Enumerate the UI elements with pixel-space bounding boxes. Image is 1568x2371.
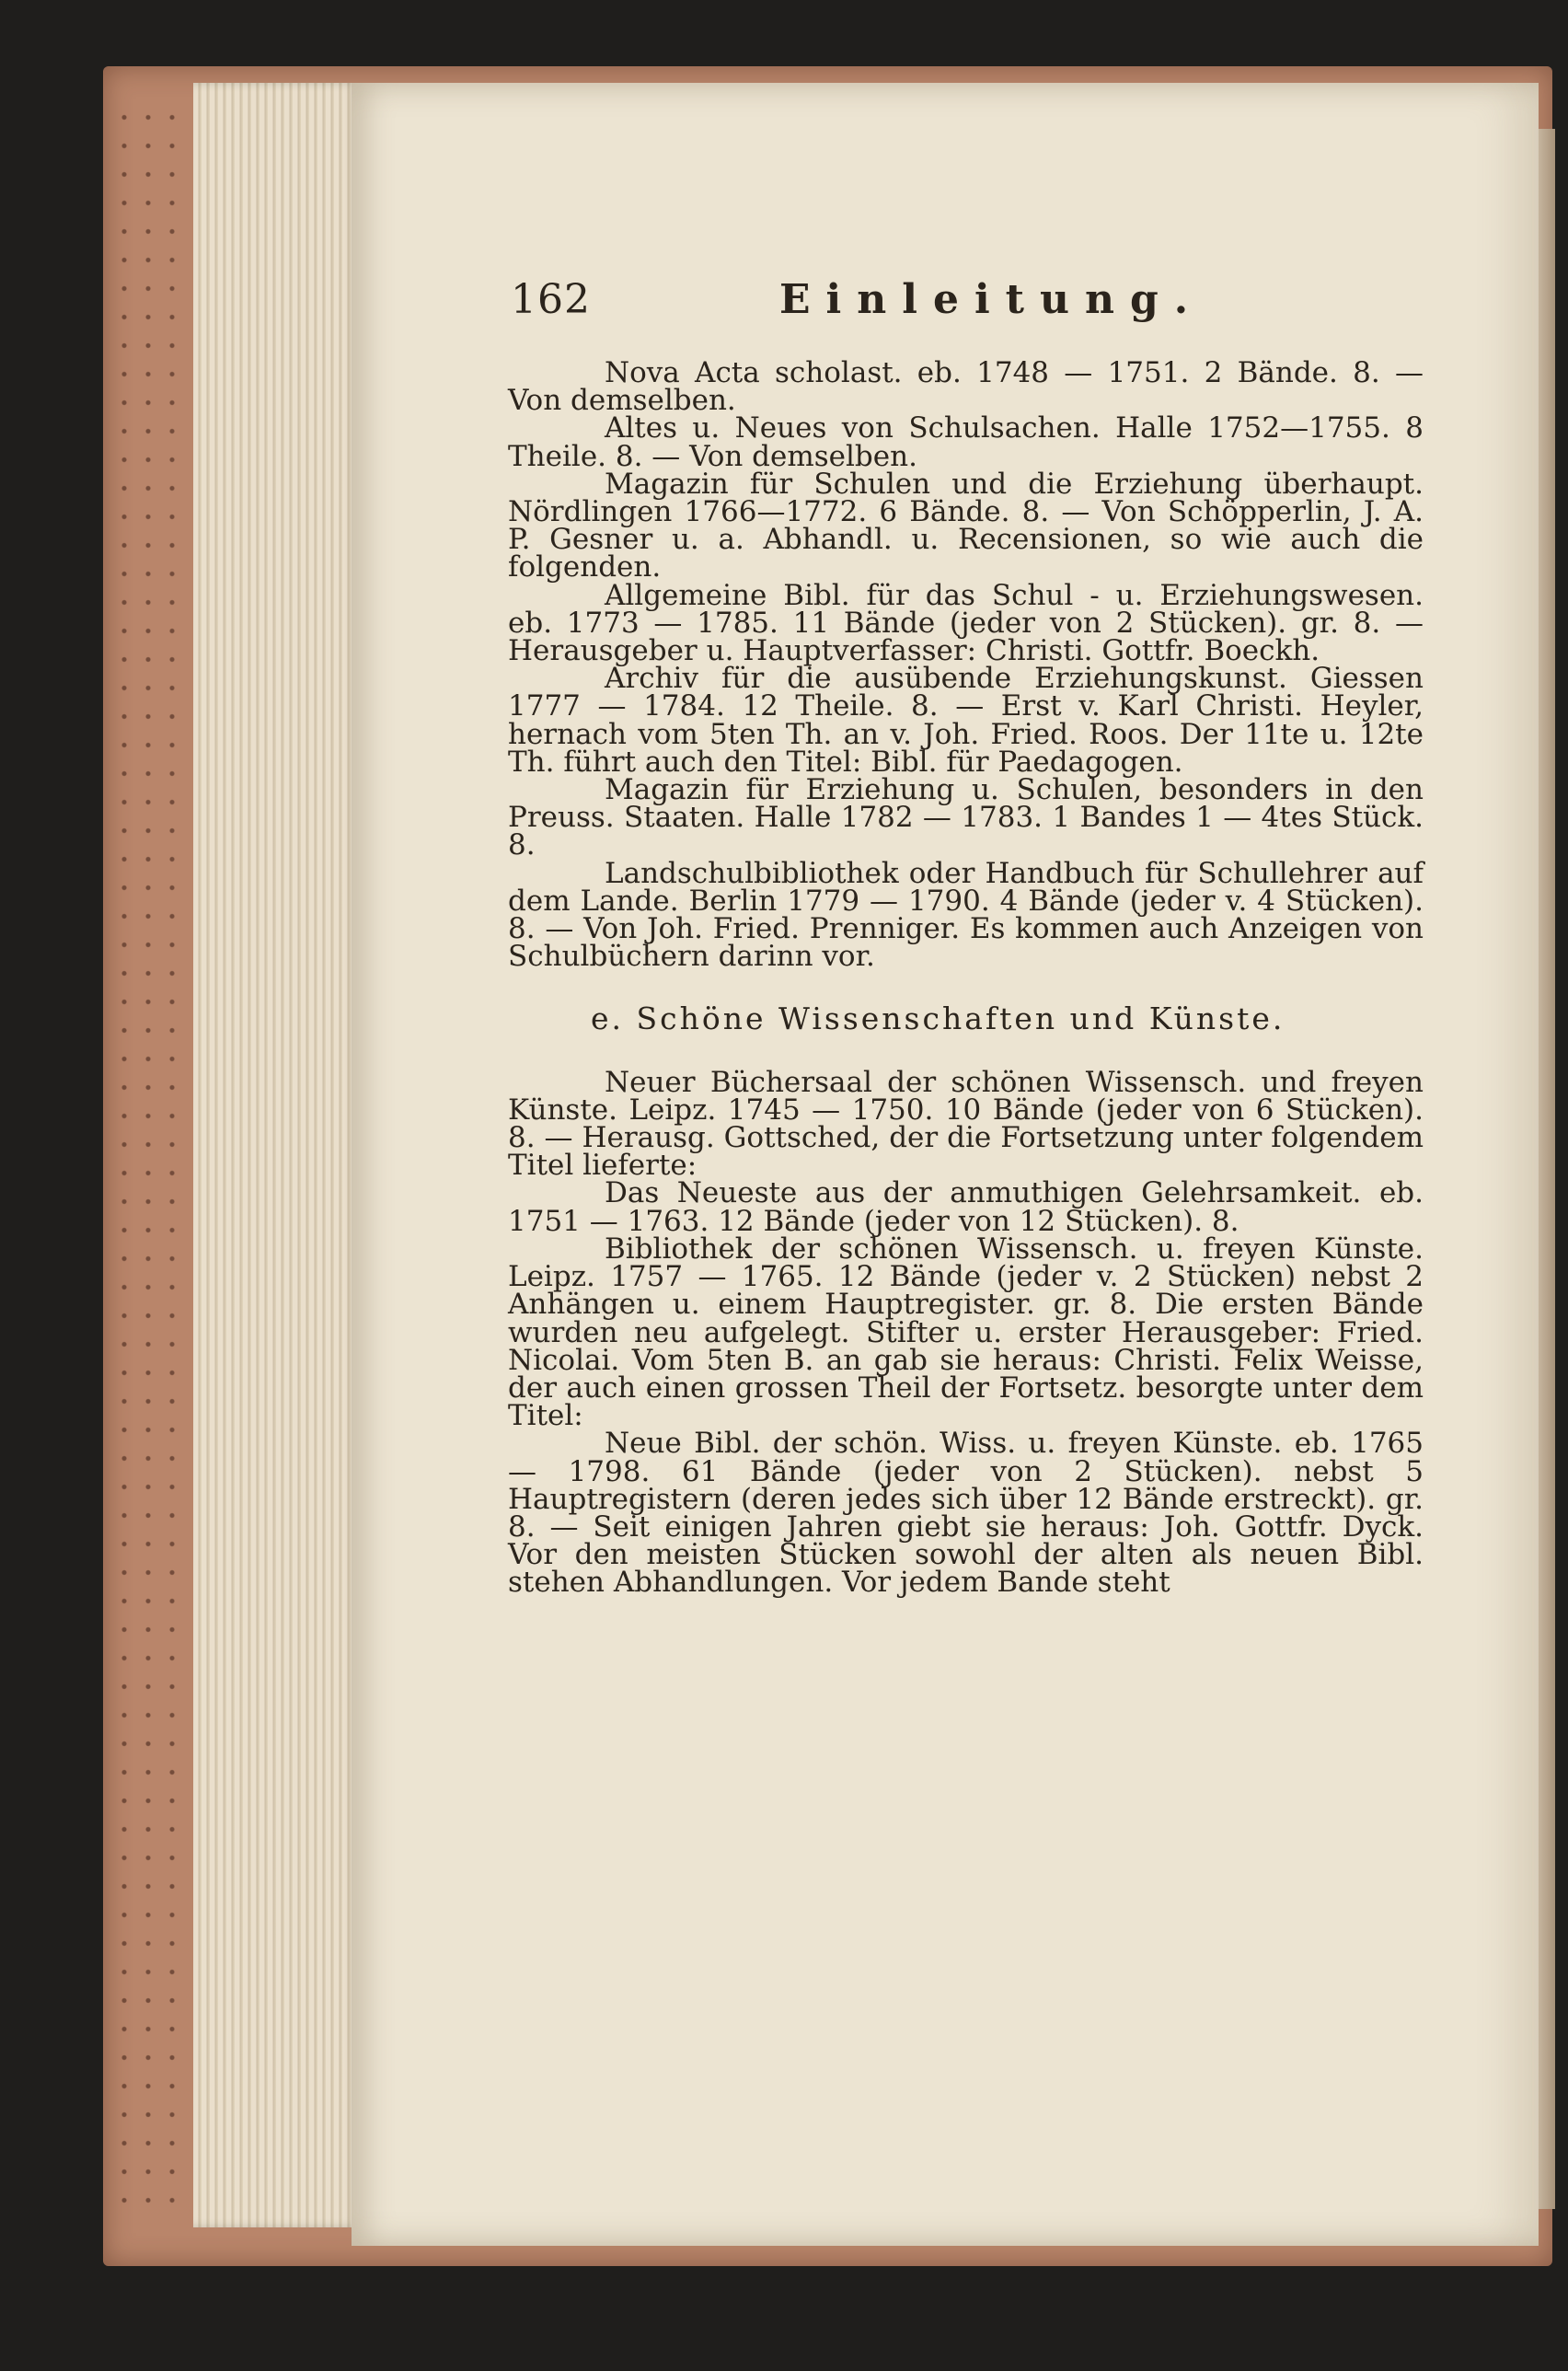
bibliography-entry: Altes u. Neues von Schulsachen. Halle 1752—1755. 8 Theile. 8. — Von demselben. — [508, 411, 1424, 473]
page-number: 162 — [511, 276, 591, 323]
page-header — [511, 276, 1431, 322]
bibliography-entry: Landschulbibliothek oder Handbuch für Schullehrer auf dem Lande. Berlin 1779 — 1790. 4 Bände (jeder v. 4 Stücken). 8. — Von Joh. Fried. Prenniger. Es kommen auch Anzeigen von Schulbüchern darinn vor. — [508, 856, 1424, 974]
bibliography-entry: Neue Bibl. der schön. Wiss. u. freyen Künste. eb. 1765 — 1798. 61 Bände (jeder von 2 Stücken). nebst 5 Hauptregistern (deren jedes sich über 12 Bände erstreckt). gr. 8. — Seit einigen Jahren giebt sie heraus: Joh. Gottfr. Dyck. Vor den meisten Stücken sowohl der alten als neuen Bibl. stehen Abhandlungen. Vor jedem Bande steht — [508, 1427, 1424, 1600]
page-edges — [193, 83, 359, 2227]
bibliography-entry: Magazin für Erziehung u. Schulen, besonders in den Preuss. Staaten. Halle 1782 — 1783. 1 Bandes 1 — 4tes Stück. 8. — [508, 773, 1424, 862]
bibliography-entry: Bibliothek der schönen Wissensch. u. freyen Künste. Leipz. 1757 — 1765. 12 Bände (jeder v. 2 Stücken) nebst 2 Anhängen u. einem Hauptregister. gr. 8. Die ersten Bände wurden neu aufgelegt. Stifter u. erster Herausgeber: Fried. Nicolai. Vom 5ten B. an gab sie heraus: Christi. Felix Weisse, der auch einen grossen Theil der Fortsetz. besorgte unter dem Titel: — [508, 1232, 1424, 1433]
section-heading: e. Schöne Wissenschaften und Künste. — [591, 1000, 1286, 1037]
bibliography-entry: Allgemeine Bibl. für das Schul - u. Erziehungswesen. eb. 1773 — 1785. 11 Bände (jeder von 2 Stücken). gr. 8. — Herausgeber u. Hauptverfasser: Christi. Gottfr. Boeckh. — [508, 578, 1424, 668]
bibliography-entry: Das Neueste aus der anmuthigen Gelehrsamkeit. eb. 1751 — 1763. 12 Bände (jeder von 12 Stücken). 8. — [508, 1176, 1424, 1238]
bibliography-entry: Nova Acta scholast. eb. 1748 — 1751. 2 Bände. 8. — Von demselben. — [508, 356, 1424, 418]
bibliography-entry: Archiv für die ausübende Erziehungskunst. Giessen 1777 — 1784. 12 Theile. 8. — Erst v. Karl Christi. Heyler, hernach vom 5ten Th. an v. Joh. Fried. Roos. Der 11te u. 12te Th. führt auch den Titel: Bibl. für Paedagogen. — [508, 662, 1424, 779]
running-title: Einleitung. — [779, 276, 1205, 323]
bibliography-entry: Magazin für Schulen und die Erziehung überhaupt. Nördlingen 1766—1772. 6 Bände. 8. — Von Schöpperlin, J. A. P. Gesner u. a. Abhandl. u. Recensionen, so wie auch die folgenden. — [508, 467, 1424, 584]
page-text — [508, 356, 1424, 1600]
bibliography-entry: Neuer Büchersaal der schönen Wissensch. und freyen Künste. Leipz. 1745 — 1750. 10 Bände (jeder von 6 Stücken). 8. — Herausg. Gottsched, der die Fortsetzung unter folgendem Titel lieferte: — [508, 1065, 1424, 1183]
